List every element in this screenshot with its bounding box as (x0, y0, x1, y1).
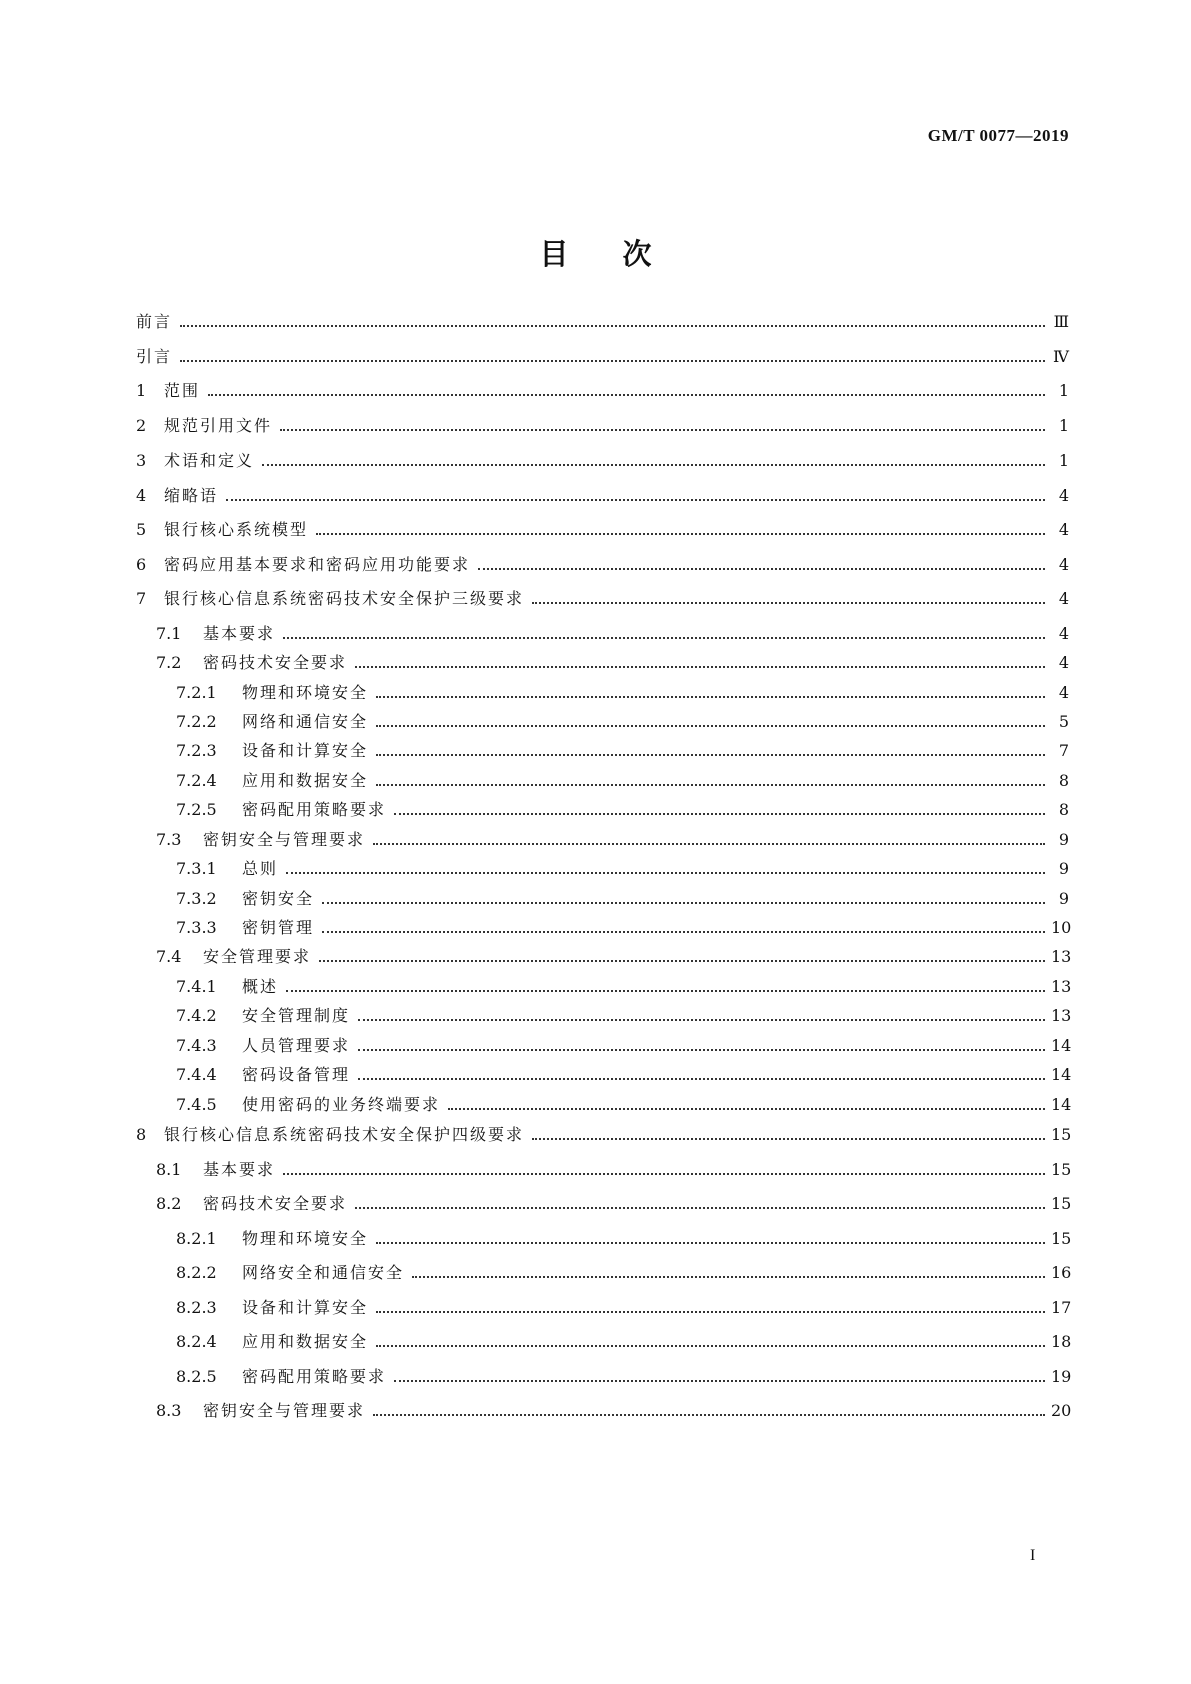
toc-entry-number: 3 (136, 451, 147, 470)
toc-entry-page: 19 (1051, 1367, 1072, 1386)
toc-dot-leader (283, 1172, 1045, 1175)
toc-entry[interactable] (0, 1160, 1191, 1180)
toc-entry[interactable] (0, 1367, 1191, 1387)
toc-dot-leader (208, 393, 1045, 396)
toc-dot-leader (262, 463, 1045, 466)
toc-dot-leader (322, 930, 1045, 933)
toc-dot-leader (355, 1206, 1045, 1209)
toc-entry-page: 13 (1051, 1006, 1072, 1025)
toc-dot-leader (532, 601, 1045, 604)
toc-dot-leader (532, 1137, 1045, 1140)
toc-entry[interactable] (0, 416, 1191, 436)
toc-dot-leader (358, 1048, 1045, 1051)
toc-entry-title: 银行核心系统模型 (164, 520, 309, 539)
toc-entry-number: 2 (136, 416, 147, 435)
toc-dot-leader (286, 989, 1045, 992)
toc-entry-page: 4 (1058, 624, 1069, 643)
toc-entry-number: 7 (136, 589, 147, 608)
toc-entry-number: 8.2 (156, 1194, 182, 1213)
standard-code: GM/T 0077—2019 (927, 126, 1069, 145)
toc-entry-page: 9 (1058, 889, 1069, 908)
toc-dot-leader (226, 498, 1045, 501)
toc-entry-page: 1 (1058, 381, 1069, 400)
toc-entry[interactable] (0, 1332, 1191, 1352)
toc-entry-page: 15 (1051, 1125, 1072, 1144)
toc-entry-number: 7.3.1 (176, 859, 217, 878)
toc-entry-number: 7.4.3 (176, 1036, 217, 1055)
toc-entry[interactable] (0, 451, 1191, 471)
toc-entry[interactable] (0, 741, 1191, 761)
toc-entry[interactable] (0, 1229, 1191, 1249)
toc-entry[interactable] (0, 1263, 1191, 1283)
toc-entry-page: 15 (1051, 1194, 1072, 1213)
toc-entry-page: 9 (1058, 859, 1069, 878)
toc-dot-leader (180, 324, 1045, 327)
toc-entry-title: 物理和环境安全 (242, 683, 369, 702)
toc-dot-leader (376, 1241, 1045, 1244)
toc-entry[interactable] (0, 889, 1191, 909)
toc-entry-title: 总则 (242, 859, 279, 878)
toc-entry[interactable] (0, 520, 1191, 540)
toc-entry-number: 7.2.5 (176, 800, 217, 819)
page-title: 目次 (539, 237, 706, 271)
toc-dot-leader (394, 1379, 1045, 1382)
toc-entry-number: 7.4.2 (176, 1006, 217, 1025)
toc-entry[interactable] (0, 1401, 1191, 1421)
toc-entry-title: 缩略语 (164, 486, 219, 505)
toc-entry-number: 8.2.1 (176, 1229, 217, 1248)
toc-dot-leader (373, 1413, 1045, 1416)
toc-entry-number: 7.3 (156, 830, 182, 849)
toc-entry-page: 4 (1058, 486, 1069, 505)
toc-entry-title: 密码应用基本要求和密码应用功能要求 (164, 555, 471, 574)
toc-entry-number: 7.4.4 (176, 1065, 217, 1084)
toc-entry-number: 5 (136, 520, 147, 539)
toc-entry-page: 4 (1058, 683, 1069, 702)
toc-entry[interactable] (0, 653, 1191, 673)
toc-entry-number: 7.3.2 (176, 889, 217, 908)
toc-entry-number: 7.2 (156, 653, 182, 672)
toc-dot-leader (316, 532, 1045, 535)
toc-dot-leader (322, 901, 1045, 904)
toc-entry-page: 4 (1058, 589, 1069, 608)
toc-entry-number: 7.2.3 (176, 741, 217, 760)
toc-entry-title: 银行核心信息系统密码技术安全保护四级要求 (164, 1125, 525, 1144)
toc-entry[interactable] (0, 683, 1191, 703)
toc-entry-title: 设备和计算安全 (242, 1298, 369, 1317)
toc-entry-number: 7.2.2 (176, 712, 217, 731)
toc-entry-title: 安全管理要求 (203, 947, 312, 966)
toc-entry[interactable] (0, 1036, 1191, 1056)
toc-entry[interactable] (0, 1095, 1191, 1115)
toc-dot-leader (280, 428, 1045, 431)
toc-entry-title: 使用密码的业务终端要求 (242, 1095, 441, 1114)
toc-entry-number: 6 (136, 555, 147, 574)
toc-entry-title: 密钥安全 (242, 889, 315, 908)
toc-entry-title: 密钥安全与管理要求 (203, 1401, 366, 1420)
toc-entry-title: 网络安全和通信安全 (242, 1263, 405, 1282)
toc-entry-title: 基本要求 (203, 624, 276, 643)
toc-dot-leader (180, 359, 1045, 362)
toc-entry[interactable] (0, 800, 1191, 820)
page-number: I (1030, 1547, 1036, 1564)
toc-dot-leader (283, 636, 1045, 639)
toc-entry-page: 18 (1051, 1332, 1072, 1351)
toc-dot-leader (373, 842, 1045, 845)
toc-entry-title: 密钥安全与管理要求 (203, 830, 366, 849)
toc-entry-page: 15 (1051, 1229, 1072, 1248)
toc-entry-page: 20 (1051, 1401, 1072, 1420)
toc-entry-title: 范围 (164, 381, 201, 400)
toc-entry[interactable] (0, 1194, 1191, 1214)
toc-entry-title: 应用和数据安全 (242, 1332, 369, 1351)
toc-entry[interactable] (0, 312, 1191, 332)
toc-entry[interactable] (0, 486, 1191, 506)
toc-entry-page: 14 (1051, 1095, 1072, 1114)
toc-entry-page: 16 (1051, 1263, 1072, 1282)
toc-entry-number: 7.4.5 (176, 1095, 217, 1114)
toc-entry-number: 8 (136, 1125, 147, 1144)
toc-entry[interactable] (0, 1298, 1191, 1318)
toc-entry[interactable] (0, 712, 1191, 732)
toc-dot-leader (355, 665, 1045, 668)
toc-entry-number: 7.2.1 (176, 683, 217, 702)
toc-entry-title: 人员管理要求 (242, 1036, 351, 1055)
toc-entry-page: 10 (1051, 918, 1072, 937)
toc-entry-number: 8.3 (156, 1401, 182, 1420)
toc-entry-page: 14 (1051, 1036, 1072, 1055)
toc-entry-page: 4 (1058, 653, 1069, 672)
toc-entry-number: 7.1 (156, 624, 182, 643)
toc-dot-leader (376, 1310, 1045, 1313)
toc-entry-page: 8 (1058, 771, 1069, 790)
toc-dot-leader (478, 567, 1045, 570)
toc-dot-leader (376, 1344, 1045, 1347)
toc-entry[interactable] (0, 977, 1191, 997)
toc-entry-number: 8.2.4 (176, 1332, 217, 1351)
toc-entry[interactable] (0, 1125, 1191, 1145)
toc-entry[interactable] (0, 830, 1191, 850)
toc-entry[interactable] (0, 555, 1191, 575)
toc-entry-page: 13 (1051, 947, 1072, 966)
toc-entry[interactable] (0, 589, 1191, 609)
toc-entry-page: 17 (1051, 1298, 1072, 1317)
toc-entry-number: 8.1 (156, 1160, 182, 1179)
toc-dot-leader (376, 695, 1045, 698)
toc-dot-leader (358, 1077, 1045, 1080)
toc-entry-title: 密码设备管理 (242, 1065, 351, 1084)
toc-entry-title: 密码配用策略要求 (242, 800, 387, 819)
toc-entry[interactable] (0, 347, 1191, 367)
toc-entry[interactable] (0, 771, 1191, 791)
toc-entry-number: 8.2.3 (176, 1298, 217, 1317)
toc-dot-leader (394, 812, 1045, 815)
toc-dot-leader (412, 1275, 1045, 1278)
toc-entry-page: Ⅳ (1053, 347, 1069, 366)
toc-entry[interactable] (0, 947, 1191, 967)
toc-entry-number: 7.2.4 (176, 771, 217, 790)
toc-entry-number: 8.2.2 (176, 1263, 217, 1282)
toc-entry-title: 网络和通信安全 (242, 712, 369, 731)
toc-dot-leader (376, 724, 1045, 727)
toc-entry-title: 安全管理制度 (242, 1006, 351, 1025)
toc-entry-title: 物理和环境安全 (242, 1229, 369, 1248)
toc-entry-number: 7.4.1 (176, 977, 217, 996)
toc-dot-leader (376, 783, 1045, 786)
toc-entry-title: 银行核心信息系统密码技术安全保护三级要求 (164, 589, 525, 608)
toc-entry-page: 1 (1058, 416, 1069, 435)
toc-entry[interactable] (0, 1006, 1191, 1026)
toc-dot-leader (319, 959, 1045, 962)
toc-entry[interactable] (0, 381, 1191, 401)
toc-entry-title: 密码技术安全要求 (203, 653, 348, 672)
toc-entry-title: 密钥管理 (242, 918, 315, 937)
toc-entry[interactable] (0, 624, 1191, 644)
toc-entry-title: 设备和计算安全 (242, 741, 369, 760)
toc-entry-number: 8.2.5 (176, 1367, 217, 1386)
toc-dot-leader (358, 1018, 1045, 1021)
toc-entry-page: 9 (1058, 830, 1069, 849)
toc-entry-page: 4 (1058, 555, 1069, 574)
toc-entry-page: 4 (1058, 520, 1069, 539)
toc-entry-page: 15 (1051, 1160, 1072, 1179)
toc-entry-number: 7.4 (156, 947, 182, 966)
toc-entry-page: 7 (1058, 741, 1069, 760)
toc-entry-page: Ⅲ (1053, 312, 1069, 331)
toc-entry[interactable] (0, 918, 1191, 938)
toc-entry-title: 前言 (136, 312, 173, 331)
toc-entry-page: 8 (1058, 800, 1069, 819)
toc-entry-title: 术语和定义 (164, 451, 255, 470)
toc-dot-leader (286, 871, 1045, 874)
toc-entry-page: 1 (1058, 451, 1069, 470)
toc-dot-leader (448, 1107, 1045, 1110)
toc-entry[interactable] (0, 859, 1191, 879)
toc-dot-leader (376, 753, 1045, 756)
toc-entry-title: 规范引用文件 (164, 416, 273, 435)
toc-entry-title: 基本要求 (203, 1160, 276, 1179)
toc-entry-page: 5 (1058, 712, 1069, 731)
toc-entry-title: 应用和数据安全 (242, 771, 369, 790)
toc-entry-page: 14 (1051, 1065, 1072, 1084)
toc-entry[interactable] (0, 1065, 1191, 1085)
toc-entry-number: 4 (136, 486, 147, 505)
toc-entry-title: 密码技术安全要求 (203, 1194, 348, 1213)
toc-entry-title: 引言 (136, 347, 173, 366)
toc-entry-number: 1 (136, 381, 147, 400)
toc-entry-page: 13 (1051, 977, 1072, 996)
toc-entry-title: 概述 (242, 977, 279, 996)
toc-entry-number: 7.3.3 (176, 918, 217, 937)
toc-entry-title: 密码配用策略要求 (242, 1367, 387, 1386)
